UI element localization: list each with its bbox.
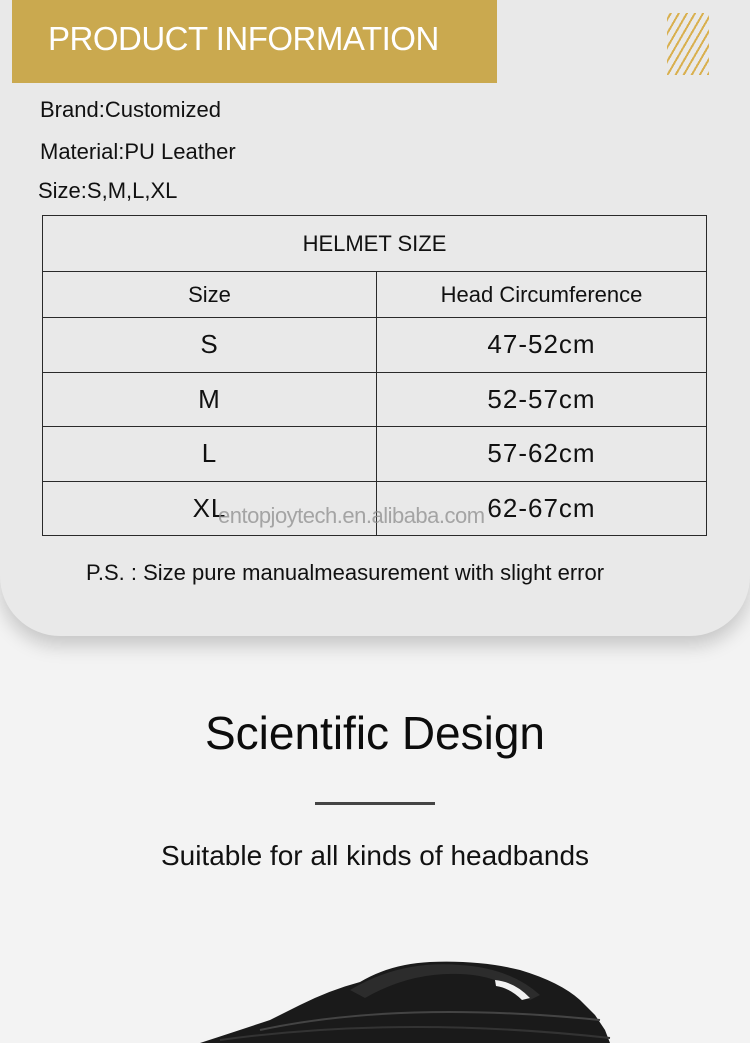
size-cell: M: [43, 372, 377, 427]
material-info: Material:PU Leather: [40, 139, 236, 164]
section-subtitle: Suitable for all kinds of headbands: [160, 840, 590, 871]
table-header-size: Size: [43, 272, 377, 318]
size-cell: L: [43, 427, 377, 482]
circumference-cell: 62-67cm: [377, 481, 707, 536]
size-cell: XL: [43, 481, 377, 536]
measurement-note: P.S. : Size pure manualmeasurement with slight error: [86, 560, 605, 585]
brand-info: Brand:Customized: [40, 97, 221, 122]
table-title: HELMET SIZE: [43, 216, 707, 272]
circumference-cell: 57-62cm: [377, 427, 707, 482]
watermark: entopjoytech.en.alibaba.com: [218, 503, 485, 528]
table-row: [43, 372, 707, 427]
section-title: Scientific Design: [204, 707, 546, 759]
table-row: [43, 318, 707, 373]
table-header-circumference: Head Circumference: [377, 272, 707, 318]
helmet-image: [200, 960, 620, 1043]
size-info: Size:S,M,L,XL: [38, 178, 178, 203]
circumference-cell: 47-52cm: [377, 318, 707, 373]
banner-title: PRODUCT INFORMATION: [48, 20, 439, 57]
divider: [315, 802, 435, 805]
size-cell: S: [43, 318, 377, 373]
decorative-stripes-icon: [667, 13, 709, 75]
product-info-banner: [12, 0, 497, 83]
circumference-cell: 52-57cm: [377, 372, 707, 427]
table-row: [43, 427, 707, 482]
helmet-size-table: [42, 215, 707, 536]
